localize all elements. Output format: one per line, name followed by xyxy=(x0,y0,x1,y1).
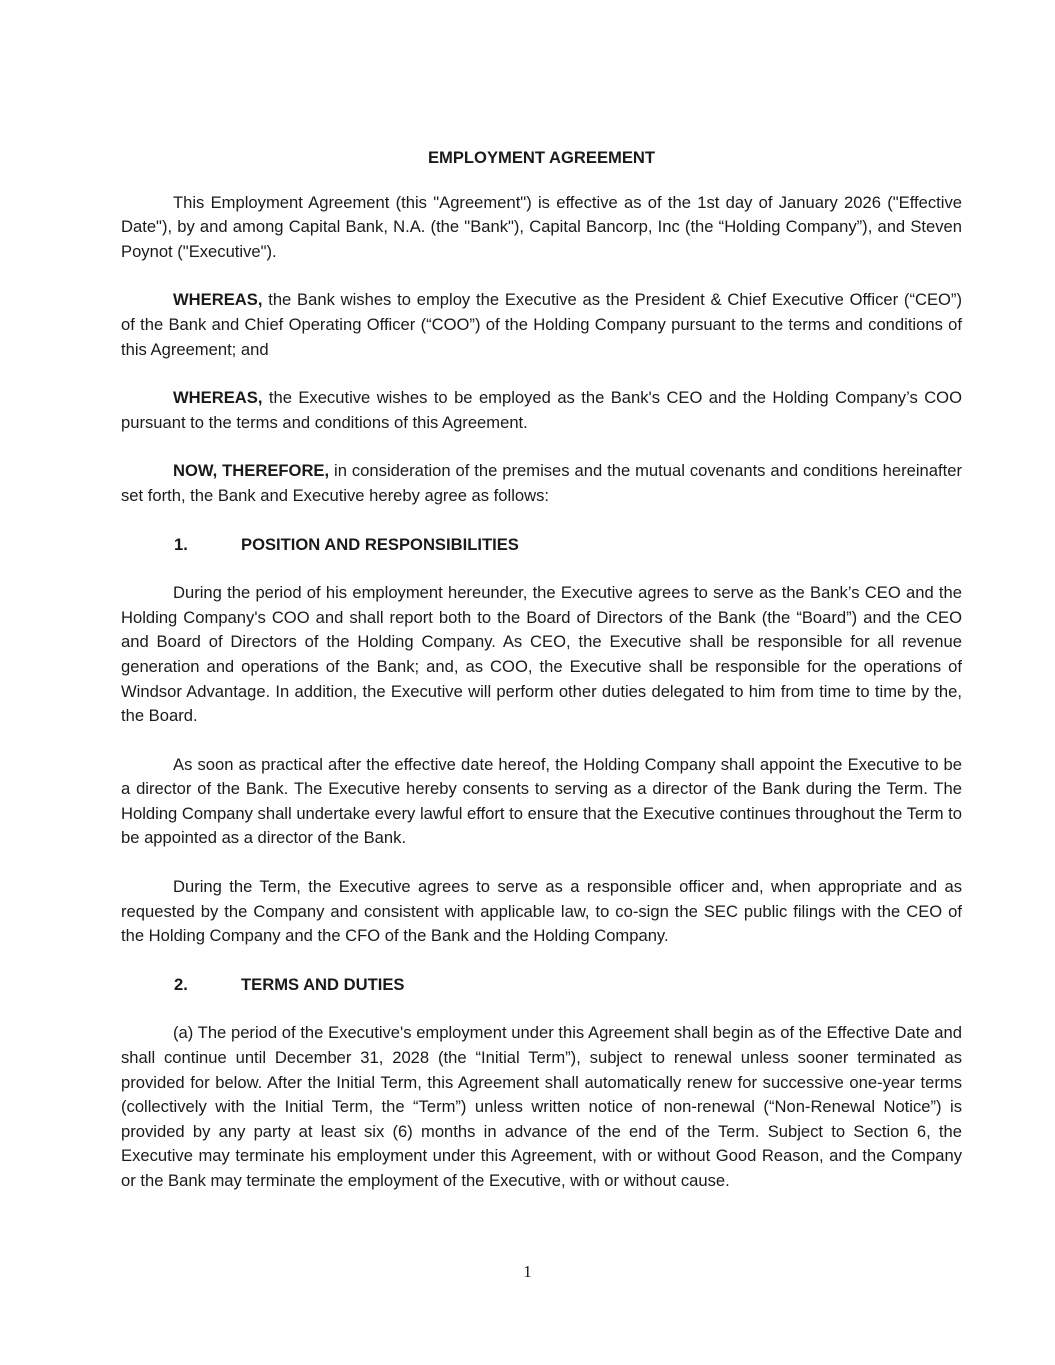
whereas-lead-2: WHEREAS, xyxy=(173,388,263,408)
section-1-paragraph-1: During the period of his employment hereunder, the Executive agrees to serve as the Bank’s CEO and the Holding Company's COO and shall report both to the Board of Directors of the Bank (the “Board”) and the CEO and Board of Directors of the Holding Company. As CEO, the Executive shall be responsible for all revenue generation and operations of the Bank; and, as COO, the Executive shall be responsible for the operations of Windsor Advantage. In addition, the Executive will perform other duties delegated to him from time to time by the, the Board. xyxy=(121,583,962,726)
whereas-text-1: the Bank wishes to employ the Executive as the President & Chief Executive Officer (“CEO”) of the Bank and Chief Operating Officer (“COO”) of the Holding Company pursuant to the terms and conditions of this Agreement; and xyxy=(121,290,962,359)
section-1-paragraph-2: As soon as practical after the effective date hereof, the Holding Company shall appoint the Executive to be a director of the Bank. The Executive hereby consents to serving as a director of the Bank during the Term. The Holding Company shall undertake every lawful effort to ensure that the Executive continues throughout the Term to be appointed as a director of the Bank. xyxy=(121,754,962,848)
page-number: 1 xyxy=(523,1262,532,1281)
whereas-paragraph-1 xyxy=(121,288,962,362)
document-body xyxy=(121,146,962,1194)
whereas-text-2: the Executive wishes to be employed as the Bank's CEO and the Holding Company’s COO pursuant to the terms and conditions of this Agreement. xyxy=(121,388,962,432)
whereas-paragraph-2 xyxy=(121,386,962,435)
section-1-title: POSITION AND RESPONSIBILITIES xyxy=(241,534,519,554)
section-1-paragraph-3: During the Term, the Executive agrees to serve as a responsible officer and, when appropriate and as requested by the Company and consistent with applicable law, to co-sign the SEC public filings with the CEO of the Holding Company and the CFO of the Bank and the Holding Company. xyxy=(121,877,962,946)
whereas-lead-1: WHEREAS, xyxy=(173,290,263,310)
section-2-title: TERMS AND DUTIES xyxy=(241,974,405,994)
now-therefore-paragraph xyxy=(121,459,962,508)
section-2-heading xyxy=(121,973,962,998)
section-1-number: 1. xyxy=(174,534,188,554)
document-title: EMPLOYMENT AGREEMENT xyxy=(427,148,656,167)
section-2-number: 2. xyxy=(174,974,188,994)
intro-paragraph: This Employment Agreement (this "Agreement") is effective as of the 1st day of January 2026 ("Effective Date"), by and among Capital Bank, N.A. (the "Bank"), Capital Bancorp, Inc (the “Holding Company”), and Steven Poynot ("Executive"). xyxy=(121,192,962,261)
now-therefore-lead: NOW, THEREFORE, xyxy=(173,461,330,481)
section-2-paragraph-a: (a) The period of the Executive's employment under this Agreement shall begin as of the Effective Date and shall continue until December 31, 2028 (the “Initial Term”), subject to renewal unless sooner terminated as provided for below. After the Initial Term, this Agreement shall automatically renew for successive one-year terms (collectively with the Initial Term, the “Term”) unless written notice of non-renewal (“Non-Renewal Notice”) is provided by any party at least six (6) months in advance of the end of the Term. Subject to Section 6, the Executive may terminate his employment under this Agreement, with or without Good Reason, and the Company or the Bank may terminate the employment of the Executive, with or without cause. xyxy=(121,1023,962,1190)
now-therefore-text: in consideration of the premises and the mutual covenants and conditions hereinafter set forth, the Bank and Executive hereby agree as follows: xyxy=(121,461,962,505)
section-1-heading xyxy=(121,533,962,558)
